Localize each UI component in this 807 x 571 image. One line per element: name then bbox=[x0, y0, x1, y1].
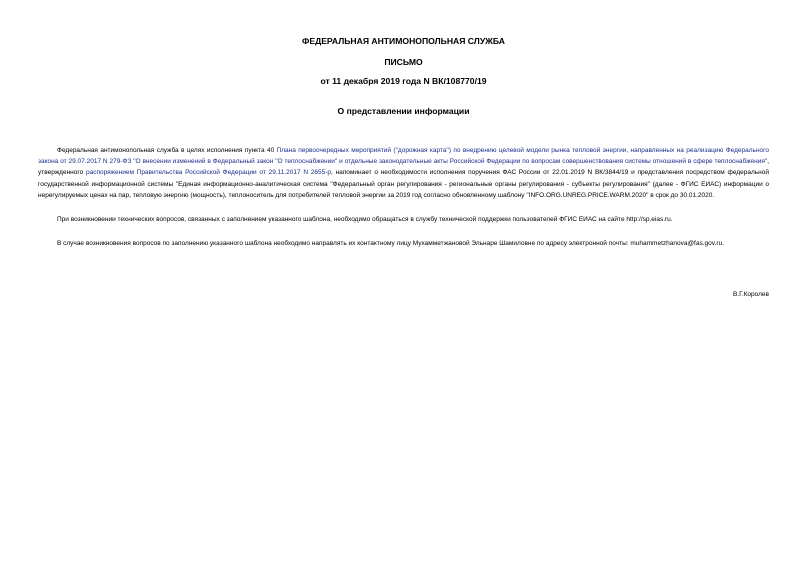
document-date-number: от 11 декабря 2019 года N ВК/108770/19 bbox=[320, 76, 487, 86]
roadmap-plan-link[interactable]: Плана первоочередных мероприятий ("дорожная карта") по внедрению целевой модели рынка тепловой энергии, направленных на реализацию Федерального закона от 29.07.2017 N 279-ФЗ "О внесении изменений в Федеральный закон "О теплоснабжении" и отдельные законодательные акты Российской Федерации по вопросам совершенствования системы отношений в сфере теплоснабжения" bbox=[38, 147, 769, 166]
document-subject: О представлении информации bbox=[337, 106, 470, 116]
paragraph-reminder bbox=[38, 145, 769, 201]
paragraph-tail-text: , напоминает о необходимости исполнения поручения ФАС России от 22.01.2019 N ВК/3844/19 и представления посредством федеральной государственной информационной системы "Единая информационно-аналитическая система "Федеральный орган регулирования - региональные органы регулирования - субъекты регулирования" (далее - ФГИС ЕИАС) информации о нерегулируемых ценах на пар, тепловую энергию (мощность), теплоноситель для потребителей тепловой энергии за 2019 год согласно обновленному шаблону "INFO.ORG.UNREG.PRICE.WARM.2020" в срок до 30.01.2020. bbox=[38, 169, 769, 199]
government-order-link[interactable]: распоряжением Правительства Российской Федерации от 29.11.2017 N 2655-р bbox=[85, 169, 332, 177]
paragraph-mid-text: , утвержденного bbox=[38, 158, 769, 177]
organization-name: ФЕДЕРАЛЬНАЯ АНТИМОНОПОЛЬНАЯ СЛУЖБА bbox=[302, 36, 505, 46]
document-type: ПИСЬМО bbox=[384, 57, 423, 67]
signature: В.Г.Королев bbox=[732, 291, 769, 298]
document-page bbox=[38, 0, 769, 571]
paragraph-contact: В случае возникновения вопросов по заполнению указанного шаблона необходимо направлять их контактному лицу Мухамметжановой Эльнаре Шамиловне по адресу электронной почты: muhammetzhanova@fas.gov.ru. bbox=[57, 240, 724, 247]
paragraph-tech-support: При возникновении технических вопросов, связанных с заполнением указанного шаблона, необходимо обращаться в службу технической поддержки пользователей ФГИС ЕИАС на сайте http://sp.eias.ru. bbox=[57, 216, 673, 223]
paragraph-lead-text: Федеральная антимонопольная служба в целях исполнения пункта 40 bbox=[57, 147, 277, 154]
